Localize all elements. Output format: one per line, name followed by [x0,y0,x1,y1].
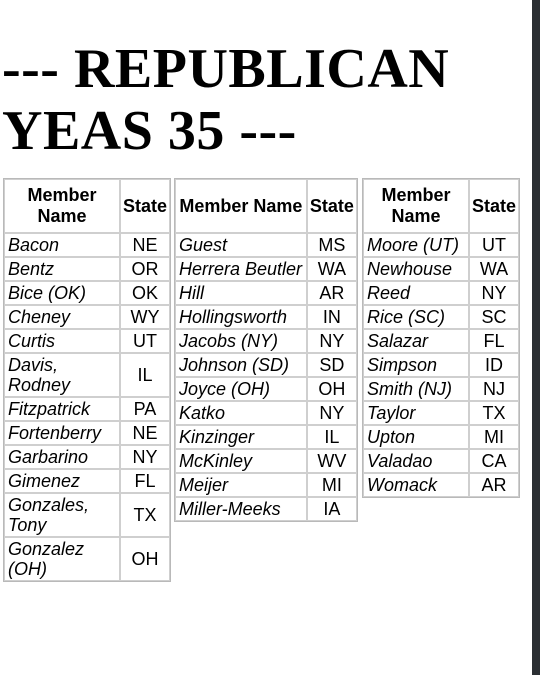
state-cell: NY [120,445,170,469]
vote-table-3 [362,178,520,498]
table-row [363,449,519,473]
member-name-cell: Davis, Rodney [4,353,120,397]
table-row [363,281,519,305]
table-row [363,257,519,281]
state-cell: WY [120,305,170,329]
state-cell: TX [469,401,519,425]
member-name-cell: Bacon [4,233,120,257]
state-cell: IN [307,305,357,329]
state-cell: OH [120,537,170,581]
state-cell: OH [307,377,357,401]
table-row [4,329,170,353]
table-row [175,353,357,377]
state-cell: SD [307,353,357,377]
table-row [363,353,519,377]
member-name-cell: Reed [363,281,469,305]
member-name-cell: Cheney [4,305,120,329]
column-header-member-name: Member Name [175,179,307,233]
member-name-cell: Bice (OK) [4,281,120,305]
column-header-member-name: Member Name [363,179,469,233]
state-cell: WA [469,257,519,281]
state-cell: OK [120,281,170,305]
state-cell: MI [307,473,357,497]
state-cell: NY [307,401,357,425]
table-row [175,473,357,497]
table-row [4,257,170,281]
member-name-cell: Miller-Meeks [175,497,307,521]
table-row [4,281,170,305]
member-name-cell: Taylor [363,401,469,425]
state-cell: NE [120,233,170,257]
state-cell: NJ [469,377,519,401]
state-cell: MI [469,425,519,449]
vote-table-1 [3,178,171,582]
table-row [4,397,170,421]
member-name-cell: Valadao [363,449,469,473]
member-name-cell: McKinley [175,449,307,473]
member-name-cell: Johnson (SD) [175,353,307,377]
member-name-cell: Garbarino [4,445,120,469]
member-name-cell: Kinzinger [175,425,307,449]
member-name-cell: Hollingsworth [175,305,307,329]
state-cell: AR [307,281,357,305]
member-name-cell: Herrera Beutler [175,257,307,281]
table-row [175,233,357,257]
state-cell: NY [469,281,519,305]
table-row [175,329,357,353]
table-row [4,305,170,329]
table-row [363,377,519,401]
table-row [4,353,170,397]
state-cell: IA [307,497,357,521]
member-name-cell: Katko [175,401,307,425]
member-name-cell: Guest [175,233,307,257]
state-cell: FL [469,329,519,353]
table-row [363,473,519,497]
member-name-cell: Hill [175,281,307,305]
column-header-state: State [120,179,170,233]
column-header-member-name: Member Name [4,179,120,233]
table-row [175,281,357,305]
member-name-cell: Jacobs (NY) [175,329,307,353]
table-header-row [175,179,357,233]
state-cell: NE [120,421,170,445]
table-row [175,449,357,473]
member-name-cell: Womack [363,473,469,497]
column-header-state: State [307,179,357,233]
member-name-cell: Fitzpatrick [4,397,120,421]
member-name-cell: Rice (SC) [363,305,469,329]
state-cell: UT [469,233,519,257]
state-cell: SC [469,305,519,329]
member-name-cell: Gimenez [4,469,120,493]
state-cell: MS [307,233,357,257]
state-cell: CA [469,449,519,473]
member-name-cell: Salazar [363,329,469,353]
state-cell: UT [120,329,170,353]
table-row [175,497,357,521]
state-cell: IL [120,353,170,397]
member-name-cell: Smith (NJ) [363,377,469,401]
table-row [175,401,357,425]
table-row [363,233,519,257]
member-name-cell: Fortenberry [4,421,120,445]
state-cell: WV [307,449,357,473]
state-cell: IL [307,425,357,449]
member-name-cell: Bentz [4,257,120,281]
state-cell: NY [307,329,357,353]
member-name-cell: Meijer [175,473,307,497]
table-row [175,425,357,449]
member-name-cell: Joyce (OH) [175,377,307,401]
member-name-cell: Gonzalez (OH) [4,537,120,581]
table-row [4,421,170,445]
table-row [363,305,519,329]
table-row [363,425,519,449]
state-cell: FL [120,469,170,493]
table-row [4,469,170,493]
column-header-state: State [469,179,519,233]
table-row [4,493,170,537]
window-edge [532,0,540,675]
state-cell: AR [469,473,519,497]
member-name-cell: Upton [363,425,469,449]
state-cell: TX [120,493,170,537]
table-row [4,233,170,257]
state-cell: PA [120,397,170,421]
vote-table-2 [174,178,358,522]
table-row [175,305,357,329]
table-header-row [363,179,519,233]
member-name-cell: Newhouse [363,257,469,281]
member-name-cell: Gonzales, Tony [4,493,120,537]
table-row [4,537,170,581]
heading-line-1: --- REPUBLICAN [2,38,450,100]
state-cell: ID [469,353,519,377]
heading-line-2: YEAS 35 --- [2,100,297,162]
page-heading [2,38,449,162]
table-row [363,329,519,353]
state-cell: WA [307,257,357,281]
table-row [175,377,357,401]
member-name-cell: Moore (UT) [363,233,469,257]
table-header-row [4,179,170,233]
state-cell: OR [120,257,170,281]
member-name-cell: Simpson [363,353,469,377]
table-row [4,445,170,469]
table-row [363,401,519,425]
table-row [175,257,357,281]
member-name-cell: Curtis [4,329,120,353]
